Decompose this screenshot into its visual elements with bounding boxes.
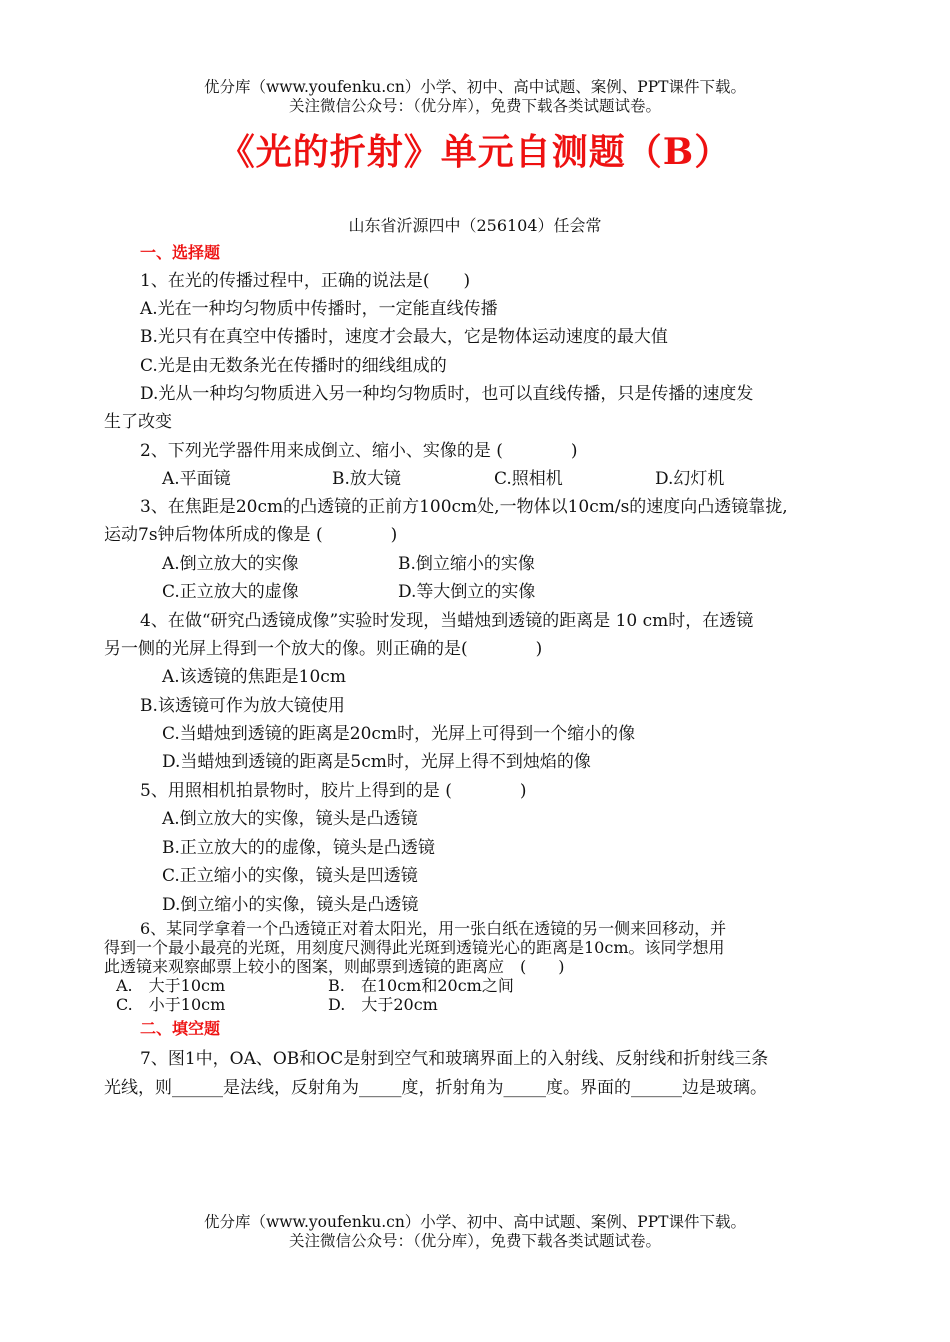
q6-option-a: A. 大于10cm bbox=[116, 976, 226, 995]
q1-option-d-line2: 生了改变 bbox=[104, 412, 172, 432]
q2-option-b: B.放大镜 bbox=[332, 469, 401, 489]
q4-stem-line1: 4、在做“研究凸透镜成像”实验时发现，当蜡烛到透镜的距离是 10 cm时，在透镜 bbox=[140, 611, 754, 631]
footer-line-1: 优分库（www.youfenku.cn）小学、初中、高中试题、案例、PPT课件下载。 bbox=[203, 1213, 747, 1231]
q1-option-c: C.光是由无数条光在传播时的细线组成的 bbox=[140, 356, 447, 376]
q3-option-d: D.等大倒立的实像 bbox=[398, 582, 536, 602]
q3-option-a: A.倒立放大的实像 bbox=[162, 554, 299, 574]
q6-stem-line1: 6、某同学拿着一个凸透镜正对着太阳光，用一张白纸在透镜的另一侧来回移动，并 bbox=[140, 919, 727, 938]
q1-stem: 1、在光的传播过程中，正确的说法是( ) bbox=[140, 271, 471, 291]
q6-option-d: D. 大于20cm bbox=[328, 995, 438, 1014]
footer-line-2: 关注微信公众号：（优分库），免费下载各类试题试卷。 bbox=[288, 1232, 661, 1250]
q5-option-c: C.正立缩小的实像，镜头是凹透镜 bbox=[162, 866, 418, 886]
q4-option-b: B.该透镜可作为放大镜使用 bbox=[140, 696, 345, 716]
q4-option-a: A.该透镜的焦距是10cm bbox=[162, 667, 346, 687]
q5-option-b: B.正立放大的的虚像，镜头是凸透镜 bbox=[162, 838, 435, 858]
q5-option-d: D.倒立缩小的实像，镜头是凸透镜 bbox=[162, 895, 419, 915]
q3-stem-line2: 运动7s钟后物体所成的像是 ( ) bbox=[104, 525, 398, 545]
q2-option-a: A.平面镜 bbox=[162, 469, 231, 489]
q3-option-c: C.正立放大的虚像 bbox=[162, 582, 299, 602]
q6-stem-line2: 得到一个最小最亮的光斑，用刻度尺测得此光斑到透镜光心的距离是10cm。该同学想用 bbox=[104, 938, 725, 957]
q6-option-b: B. 在10cm和20cm之间 bbox=[328, 976, 514, 995]
q2-option-d: D.幻灯机 bbox=[655, 469, 725, 489]
q1-option-d-line1: D.光从一种均匀物质进入另一种均匀物质时，也可以直线传播，只是传播的速度发 bbox=[140, 384, 754, 404]
header-line-1: 优分库（www.youfenku.cn）小学、初中、高中试题、案例、PPT课件下载。 bbox=[203, 78, 747, 96]
author-line: 山东省沂源四中（256104）任会常 bbox=[348, 216, 602, 235]
q1-option-b: B.光只有在真空中传播时，速度才会最大，它是物体运动速度的最大值 bbox=[140, 327, 668, 347]
q5-stem: 5、用照相机拍景物时，胶片上得到的是 ( ) bbox=[140, 781, 527, 801]
page-title: 《光的折射》单元自测题（B） bbox=[218, 131, 732, 173]
q2-stem: 2、下列光学器件用来成倒立、缩小、实像的是 ( ) bbox=[140, 441, 578, 461]
section-choice-heading: 一、选择题 bbox=[140, 243, 221, 262]
q6-stem-line3: 此透镜来观察邮票上较小的图案，则邮票到透镜的距离应 ( ) bbox=[104, 957, 565, 976]
q6-option-c: C. 小于10cm bbox=[116, 995, 226, 1014]
q3-stem-line1: 3、在焦距是20cm的凸透镜的正前方100cm处,一物体以10cm/s的速度向凸透镜靠拢, bbox=[140, 497, 788, 517]
q7-line1: 7、图1中，OA、OB和OC是射到空气和玻璃界面上的入射线、反射线和折射线三条 bbox=[140, 1049, 769, 1069]
q4-option-d: D.当蜡烛到透镜的距离是5cm时，光屏上得不到烛焰的像 bbox=[162, 752, 591, 772]
q3-option-b: B.倒立缩小的实像 bbox=[398, 554, 535, 574]
q2-option-c: C.照相机 bbox=[494, 469, 563, 489]
q1-option-a: A.光在一种均匀物质中传播时，一定能直线传播 bbox=[140, 299, 498, 319]
q7-line2: 光线，则______是法线，反射角为_____度，折射角为_____度。界面的______边是玻璃。 bbox=[104, 1078, 767, 1098]
header-line-2: 关注微信公众号：（优分库），免费下载各类试题试卷。 bbox=[288, 97, 661, 115]
q4-option-c: C.当蜡烛到透镜的距离是20cm时，光屏上可得到一个缩小的像 bbox=[162, 724, 636, 744]
section-fill-heading: 二、填空题 bbox=[140, 1019, 221, 1038]
q5-option-a: A.倒立放大的实像，镜头是凸透镜 bbox=[162, 809, 418, 829]
q4-stem-line2: 另一侧的光屏上得到一个放大的像。则正确的是( ) bbox=[104, 639, 543, 659]
